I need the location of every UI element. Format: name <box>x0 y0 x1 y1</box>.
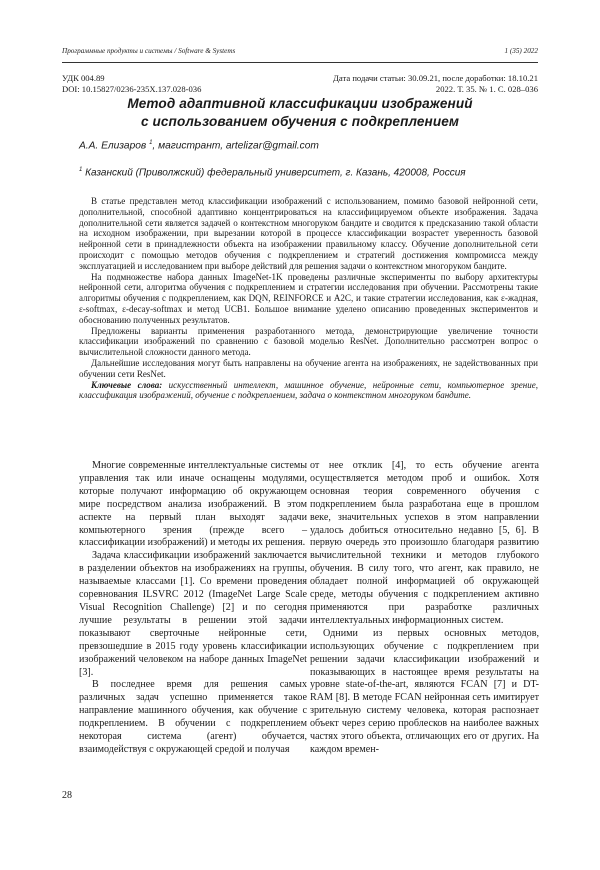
article-title <box>62 95 538 131</box>
body-column-right <box>310 460 539 757</box>
abstract-paragraph: В статье представлен метод классификации изображений с использованием, помимо базовой нейронной сети, дополнительной, способной адаптивно концентрироваться на классифицируемом объекте изображения. Задача дополнительной сети является задачей о контекстном многоруком бандите и сводится к предсказанию такой области на исходном изображении, при вырезании которой в процессе классификации возрастет уверенность базовой нейронной сети в принадлежности объекта на изображении правильному классу. Обучение дополнительной сети происходит с помощью методов обучения с подкреплением и стратегий достижения компромисса между эксплуатацией и исследованием при выборе действий для решения задачи о контекстном многоруком бандите. <box>79 196 538 271</box>
running-header <box>62 47 538 55</box>
title-line-1: Метод адаптивной классификации изображений <box>127 96 473 111</box>
body-paragraph: от нее отклик [4], то есть обучение агента осуществляется методом проб и ошибок. Хотя основная теория современного обучения с подкреплением была разработана еще в прошлом веке, значительных успехов в этом направлении удалось добиться относительно недавно [5, 6]. В первую очередь это произошло благодаря развитию вычислительной техники и методов глубокого обучения. В силу того, что агент, как правило, не обладает полной информацией об окружающей среде, методы обучения с подкреплением активно применяются при разработке различных интеллектуальных информационных систем. <box>310 460 539 626</box>
body-paragraph: В последнее время для решения самых различных задач успешно применяется такое направление машинного обучения, как обучение с подкреплением. В обучении с подкреплением некоторая система (агент) обучается, взаимодействуя с окружающей средой и получая <box>79 679 307 755</box>
body-paragraph: Многие современные интеллектуальные системы управления так или иначе оснащены модулями, которые получают информацию об окружающем мире посредством анализа изображений. В этом аспекте на первый план выходят задачи компьютерного зрения (прежде всего – классификации изображений) и методы их решения. <box>79 460 307 549</box>
meta-row-1 <box>62 73 538 83</box>
doi: DOI: 10.15827/0236-235X.137.028-036 <box>62 84 202 94</box>
abstract-paragraph: Дальнейшие исследования могут быть направлены на обучение агента на изображениях, не задействованных при обучении сети ResNet. <box>79 357 538 379</box>
keywords-list: искусственный интеллект, машинное обучение, нейронные сети, компьютерное зрение, классификация изображений, обучение с подкреплением, задача о контекстном многоруком бандите. <box>79 379 538 401</box>
authors <box>79 140 319 151</box>
submission-dates: Дата подачи статьи: 30.09.21, после доработки: 18.10.21 <box>333 73 538 83</box>
author-affil-mark: 1 <box>149 140 153 146</box>
body-column-left <box>79 460 307 757</box>
abstract-paragraph: На подмножестве набора данных ImageNet-1K проведены различные эксперименты по выбору архитектуры нейронной сети, алгоритма обучения с подкреплением и стратегии исследования при обучении. Рассмотрены такие алгоритмы обучения с подкреплением, как DQN, REINFORCE и A2C, и такие стратегии исследования, как ε-жадная, ε-softmax, ε-decay-softmax и метод UCB1. Большое внимание уделено описанию проведенных экспериментов и обоснованию полученных результатов. <box>79 271 538 325</box>
abstract <box>79 196 538 401</box>
keywords-label: Ключевые слова: <box>91 379 163 390</box>
header-divider <box>62 62 538 63</box>
affil-text: Казанский (Приволжский) федеральный университет, г. Казань, 420008, Россия <box>85 167 466 179</box>
issue-number: 1 (35) 2022 <box>504 47 538 55</box>
author-details: , магистрант, artelizar@gmail.com <box>152 140 319 152</box>
volume-info: 2022. Т. 35. № 1. С. 028–036 <box>435 84 538 94</box>
body-paragraph: Задача классификации изображений заключается в разделении объектов на изображениях на группы, называемые классами [1]. Со времени проведения соревнования ILSVRC 2012 (ImageNet Large Scale Visual Recognition Challenge) [2] и по сегодня лучшие результаты в решении этой задачи показывают сверточные нейронные сети, превзошедшие в 2015 году уровень классификации изображений человеком на наборе данных ImageNet [3]. <box>79 550 307 678</box>
udc: УДК 004.89 <box>62 73 105 83</box>
affil-mark: 1 <box>79 167 83 173</box>
body-paragraph: Одними из первых основных методов, использующих обучение с подкреплением при решении задачи классификации изображений и показывающих в настоящее время результаты на уровне state-of-the-art, являются FCAN [7] и DT-RAM [8]. В методе FCAN нейронная сеть имитирует зрительную систему человека, которая распознает объект через серию проблесков на наиболее важных частях этого объекта, отличающих его от других. На каждом времен- <box>310 627 539 755</box>
meta-row-2 <box>62 84 538 94</box>
keywords <box>79 380 538 402</box>
journal-name: Программные продукты и системы / Software & Systems <box>62 47 236 55</box>
author-name: А.А. Елизаров <box>79 140 147 152</box>
title-line-2: с использованием обучения с подкреплением <box>140 114 460 129</box>
abstract-paragraph: Предложены варианты применения разработанного метода, демонстрирующие увеличение точности классификации изображений по сравнению с базовой моделью ResNet. Дополнительно рассмотрен вопрос о вычислительной сложности данного метода. <box>79 325 538 358</box>
page-number: 28 <box>62 790 72 801</box>
affiliation <box>79 167 538 178</box>
